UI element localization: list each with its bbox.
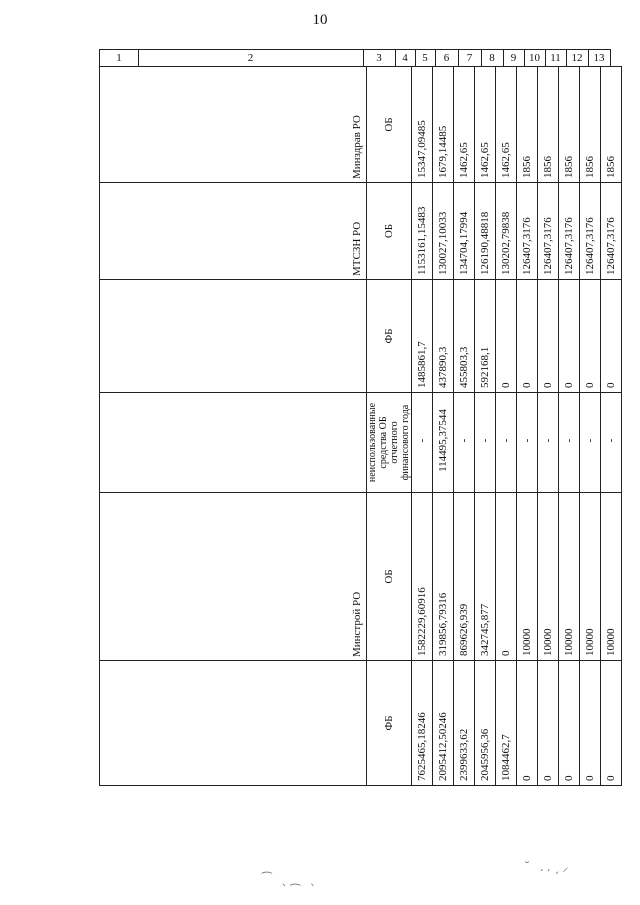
header-col-4: 4	[395, 50, 416, 66]
ministry-minstroy: Минстрой РО	[100, 493, 367, 661]
value-cell: 1153161,15483	[412, 183, 433, 280]
value-cell: 126407,3176	[580, 183, 601, 280]
value-cell: -	[475, 393, 496, 493]
value-cell: 1856	[559, 67, 580, 183]
row1-col2	[100, 661, 367, 786]
value-cell: 1462,65	[454, 67, 475, 183]
row4-col2	[100, 280, 367, 393]
table-header-row	[99, 49, 611, 67]
row-col3	[367, 67, 412, 786]
value-cell: 1856	[580, 67, 601, 183]
value-cell: 130027,10033	[433, 183, 454, 280]
row-col13	[601, 67, 622, 786]
value-cell: 0	[601, 661, 622, 786]
value-cell: -	[496, 393, 517, 493]
value-cell: 455803,3	[454, 280, 475, 393]
value-cell: 10000	[517, 493, 538, 661]
funding-table	[99, 66, 622, 786]
value-cell: 0	[517, 280, 538, 393]
value-cell: 0	[601, 280, 622, 393]
value-cell: 130202,79838	[496, 183, 517, 280]
value-cell: 1582229,60916	[412, 493, 433, 661]
header-col-7: 7	[458, 50, 482, 66]
value-cell: 10000	[601, 493, 622, 661]
header-col-8: 8	[481, 50, 504, 66]
header-col-9: 9	[503, 50, 525, 66]
value-cell: 126407,3176	[601, 183, 622, 280]
row-col9	[517, 67, 538, 786]
row6-budget-type: ОБ	[367, 67, 412, 183]
header-col-13: 13	[593, 52, 605, 64]
row-col10	[538, 67, 559, 786]
value-cell: 15347,09485	[412, 67, 433, 183]
value-cell: 869626,939	[454, 493, 475, 661]
row3-budget-type-note: неиспользованные средства ОБ отчетного финансового года	[367, 393, 412, 493]
header-col-11: 11	[545, 50, 567, 66]
value-cell: -	[454, 393, 475, 493]
value-cell: 10000	[580, 493, 601, 661]
row2-budget-type: ОБ	[367, 493, 412, 661]
row-col11	[559, 67, 580, 786]
row5-budget-type: ОБ	[367, 183, 412, 280]
value-cell: 0	[580, 661, 601, 786]
value-cell: 126407,3176	[517, 183, 538, 280]
header-col-3: 3	[363, 50, 396, 66]
row4-budget-type: ФБ	[367, 280, 412, 393]
value-cell: -	[538, 393, 559, 493]
rotated-table-area	[99, 67, 617, 786]
value-cell: 2045956,36	[475, 661, 496, 786]
header-col-6: 6	[435, 50, 459, 66]
value-cell: 1856	[517, 67, 538, 183]
value-cell: 437890,3	[433, 280, 454, 393]
value-cell: 7625465,18246	[412, 661, 433, 786]
value-cell: 0	[559, 280, 580, 393]
page-number: 10	[312, 12, 328, 28]
header-col-1: 1	[100, 50, 139, 66]
row-col5	[433, 67, 454, 786]
header-col-2: 2	[138, 50, 364, 66]
value-cell: 126190,48818	[475, 183, 496, 280]
value-cell: -	[580, 393, 601, 493]
value-cell: -	[412, 393, 433, 493]
value-cell: 0	[538, 661, 559, 786]
value-cell: 10000	[559, 493, 580, 661]
row1-budget-type: ФБ	[367, 661, 412, 786]
value-cell: 1485861,7	[412, 280, 433, 393]
header-col-5: 5	[415, 50, 436, 66]
value-cell: 126407,3176	[538, 183, 559, 280]
value-cell: 2399633,62	[454, 661, 475, 786]
row3-col2	[100, 393, 367, 493]
value-cell: -	[601, 393, 622, 493]
value-cell: 1462,65	[475, 67, 496, 183]
value-cell: 0	[517, 661, 538, 786]
value-cell: 1679,14485	[433, 67, 454, 183]
value-cell: 2095412,50246	[433, 661, 454, 786]
value-cell: 319856,79316	[433, 493, 454, 661]
value-cell: 0	[559, 661, 580, 786]
value-cell: 114495,37544	[433, 393, 454, 493]
ministry-minzdrav: Минздрав РО	[100, 67, 367, 183]
value-cell: -	[559, 393, 580, 493]
row-col12	[580, 67, 601, 786]
scan-mark-left: ⁀ ˎ⁔ ˎ	[262, 872, 319, 886]
value-cell: 1462,65	[496, 67, 517, 183]
value-cell: 342745,877	[475, 493, 496, 661]
row-col7	[475, 67, 496, 786]
value-cell: 0	[496, 493, 517, 661]
scan-mark-right: ˘ ..ˏ⸝	[524, 860, 572, 874]
value-cell: 1084462,7	[496, 661, 517, 786]
value-cell: 126407,3176	[559, 183, 580, 280]
row-col2	[100, 67, 367, 786]
row-col6	[454, 67, 475, 786]
row-col4	[412, 67, 433, 786]
value-cell: 1856	[601, 67, 622, 183]
value-cell: 592168,1	[475, 280, 496, 393]
value-cell: -	[517, 393, 538, 493]
ministry-mtszn: МТСЗН РО	[100, 183, 367, 280]
row-col8	[496, 67, 517, 786]
value-cell: 0	[580, 280, 601, 393]
value-cell: 1856	[538, 67, 559, 183]
header-col-12: 12	[566, 50, 589, 66]
header-col-10: 10	[524, 50, 546, 66]
value-cell: 10000	[538, 493, 559, 661]
value-cell: 0	[538, 280, 559, 393]
value-cell: 0	[496, 280, 517, 393]
value-cell: 134704,17994	[454, 183, 475, 280]
